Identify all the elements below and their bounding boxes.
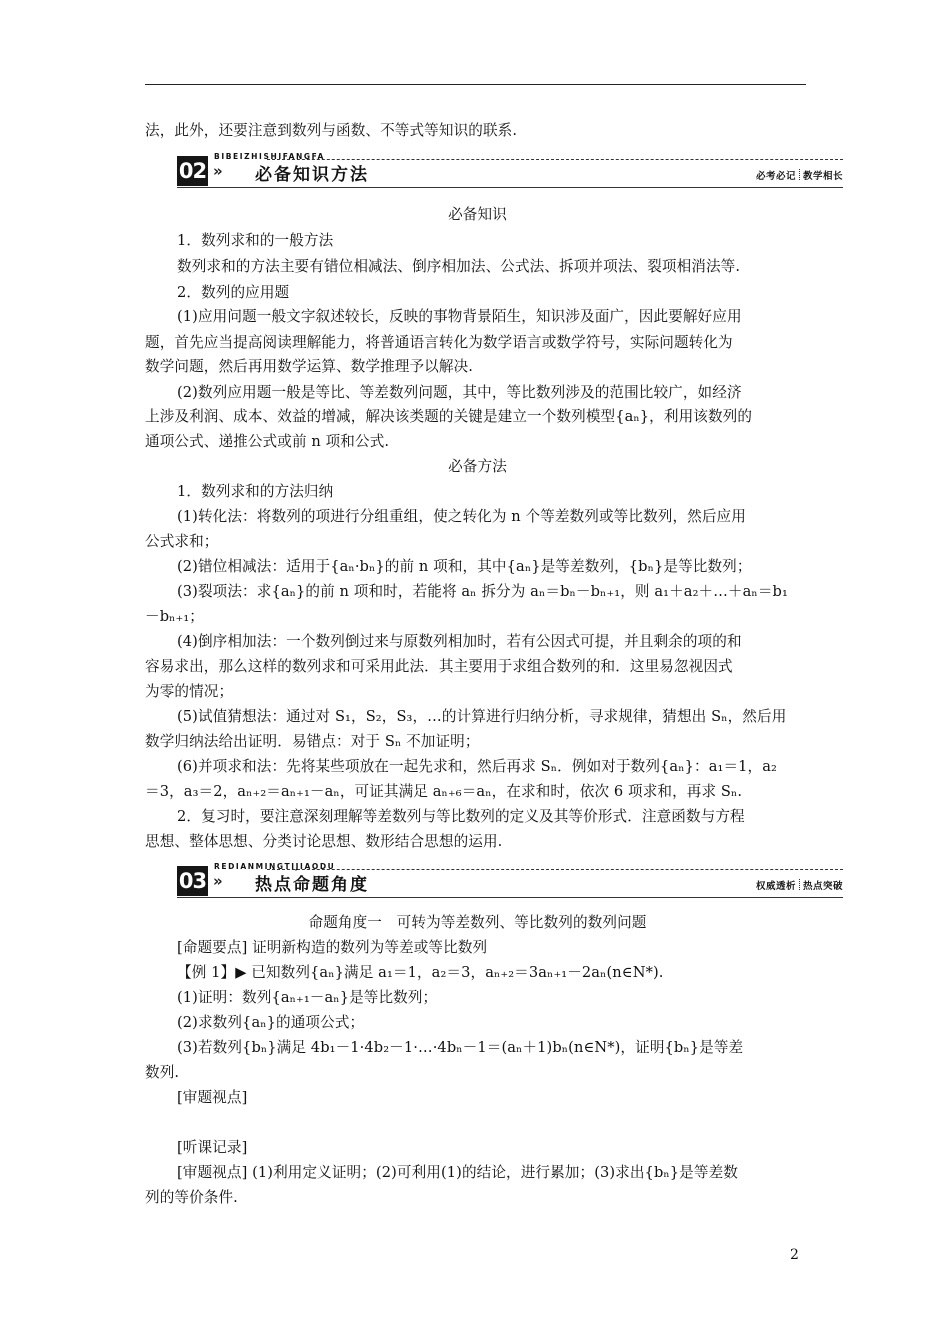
chevron-icon: »	[213, 162, 223, 180]
paragraph-line: 列的等价条件.	[145, 1189, 238, 1206]
paragraph-line: 通项公式、递推公式或前 n 项和公式.	[145, 433, 390, 450]
paragraph-line: 数学归纳法给出证明．易错点：对于 Sₙ 不加证明；	[145, 733, 480, 750]
banner-underline	[177, 897, 843, 898]
section-banner-knowledge	[177, 152, 843, 192]
page-number: 2	[790, 1247, 799, 1263]
section-title: 热点命题角度	[255, 875, 369, 895]
paragraph-line: (5)试值猜想法：通过对 S₁，S₂，S₃，…的计算进行归纳分析，寻求规律，猜想出 Sₙ，然后用	[177, 708, 787, 725]
paragraph-line: 2．复习时，要注意深刻理解等差数列与等比数列的定义及其等价形式．注意函数与方程	[177, 808, 745, 825]
paragraph-line: (1)应用问题一般文字叙述较长，反映的事物背景陌生，知识涉及面广，因此要解好应用	[177, 308, 742, 325]
paragraph-line: 数列求和的方法主要有错位相减法、倒序相加法、公式法、拆项并项法、裂项相消法等.	[177, 258, 741, 275]
paragraph-line: 为零的情况；	[145, 683, 234, 700]
tagline-divider	[799, 879, 800, 890]
banner-tagline	[756, 168, 843, 182]
paragraph-line: 思想、整体思想、分类讨论思想、数形结合思想的运用.	[145, 833, 503, 850]
paragraph-line: (2)求数列{aₙ}的通项公式；	[177, 1014, 365, 1031]
section-number: 03	[177, 866, 208, 896]
chevron-icon: »	[213, 872, 223, 890]
paragraph-line: [命题要点] 证明新构造的数列为等差或等比数列	[177, 939, 488, 956]
paragraph-line: 数学问题，然后再用数学运算、数学推理予以解决.	[145, 358, 474, 375]
banner-pinyin: REDIANMINGTIJIAODU	[214, 862, 336, 871]
section-banner-hot	[177, 862, 843, 902]
tagline-divider	[799, 169, 800, 180]
paragraph-line: (2)错位相减法：适用于{aₙ·bₙ}的前 n 项和，其中{aₙ}是等差数列，{bₙ}是等比数列；	[177, 558, 752, 575]
tagline-left: 权威透析	[755, 881, 796, 892]
paragraph-line: (3)若数列{bₙ}满足 4b₁－1·4b₂－1·…·4bₙ－1＝(aₙ＋1)bₙ(n∈N*)，证明{bₙ}是等差	[177, 1039, 744, 1056]
header-rule	[145, 84, 806, 85]
tagline-right: 教学相长	[802, 171, 843, 182]
paragraph-line: (3)裂项法：求{aₙ}的前 n 项和时，若能将 aₙ 拆分为 aₙ＝bₙ－bₙ₊₁，则 a₁＋a₂＋…＋aₙ＝b₁	[177, 583, 788, 600]
paragraph-line: －bₙ₊₁；	[145, 608, 204, 625]
paragraph-line: [审题视点]	[177, 1089, 248, 1106]
section-title: 必备知识方法	[255, 165, 369, 185]
paragraph-line: [听课记录]	[177, 1139, 248, 1156]
paragraph-line: 【例 1】▶ 已知数列{aₙ}满足 a₁＝1，a₂＝3，aₙ₊₂＝3aₙ₊₁－2aₙ(n∈N*).	[177, 964, 664, 981]
knowledge-heading: 必备知识	[448, 206, 507, 223]
intro-line: 法，此外，还要注意到数列与函数、不等式等知识的联系.	[145, 122, 518, 139]
paragraph-line: 数列.	[145, 1064, 180, 1081]
paragraph-line: ＝3，a₃＝2，aₙ₊₂＝aₙ₊₁－aₙ，可证其满足 aₙ₊₆＝aₙ，在求和时，依次 6 项求和，再求 Sₙ.	[145, 783, 743, 800]
banner-pinyin: BIBEIZHISHIFANGFA	[214, 152, 325, 161]
paragraph-line: 2．数列的应用题	[177, 284, 290, 301]
paragraph-line: 上涉及利润、成本、效益的增减，解决该类题的关键是建立一个数列模型{aₙ}，利用该数列的	[145, 408, 753, 425]
paragraph-line: 1．数列求和的方法归纳	[177, 483, 334, 500]
paragraph-line: (4)倒序相加法：一个数列倒过来与原数列相加时，若有公因式可提，并且剩余的项的和	[177, 633, 742, 650]
banner-tagline	[756, 878, 843, 892]
paragraph-line: (2)数列应用题一般是等比、等差数列问题，其中，等比数列涉及的范围比较广，如经济	[177, 384, 742, 401]
methods-heading: 必备方法	[448, 458, 507, 475]
paragraph-line: [审题视点] (1)利用定义证明；(2)可利用(1)的结论，进行累加；(3)求出{bₙ}是等差数	[177, 1164, 738, 1181]
paragraph-line: (1)证明：数列{aₙ₊₁－aₙ}是等比数列；	[177, 989, 438, 1006]
angle-heading: 命题角度一 可转为等差数列、等比数列的数列问题	[308, 914, 647, 931]
paragraph-line: 1．数列求和的一般方法	[177, 232, 334, 249]
banner-underline	[177, 187, 843, 188]
paragraph-line: 公式求和；	[145, 533, 219, 550]
paragraph-line: 题，首先应当提高阅读理解能力，将普通语言转化为数学语言或数学符号，实际问题转化为	[145, 334, 733, 351]
paragraph-line: (6)并项求和法：先将某些项放在一起先求和，然后再求 Sₙ．例如对于数列{aₙ}：a₁＝1，a₂	[177, 758, 777, 775]
paragraph-line: 容易求出，那么这样的数列求和可采用此法．其主要用于求组合数列的和．这里易忽视因式	[145, 658, 733, 675]
tagline-right: 热点突破	[802, 881, 843, 892]
section-number: 02	[177, 156, 208, 186]
tagline-left: 必考必记	[755, 171, 796, 182]
paragraph-line: (1)转化法：将数列的项进行分组重组，使之转化为 n 个等差数列或等比数列，然后应用	[177, 508, 746, 525]
